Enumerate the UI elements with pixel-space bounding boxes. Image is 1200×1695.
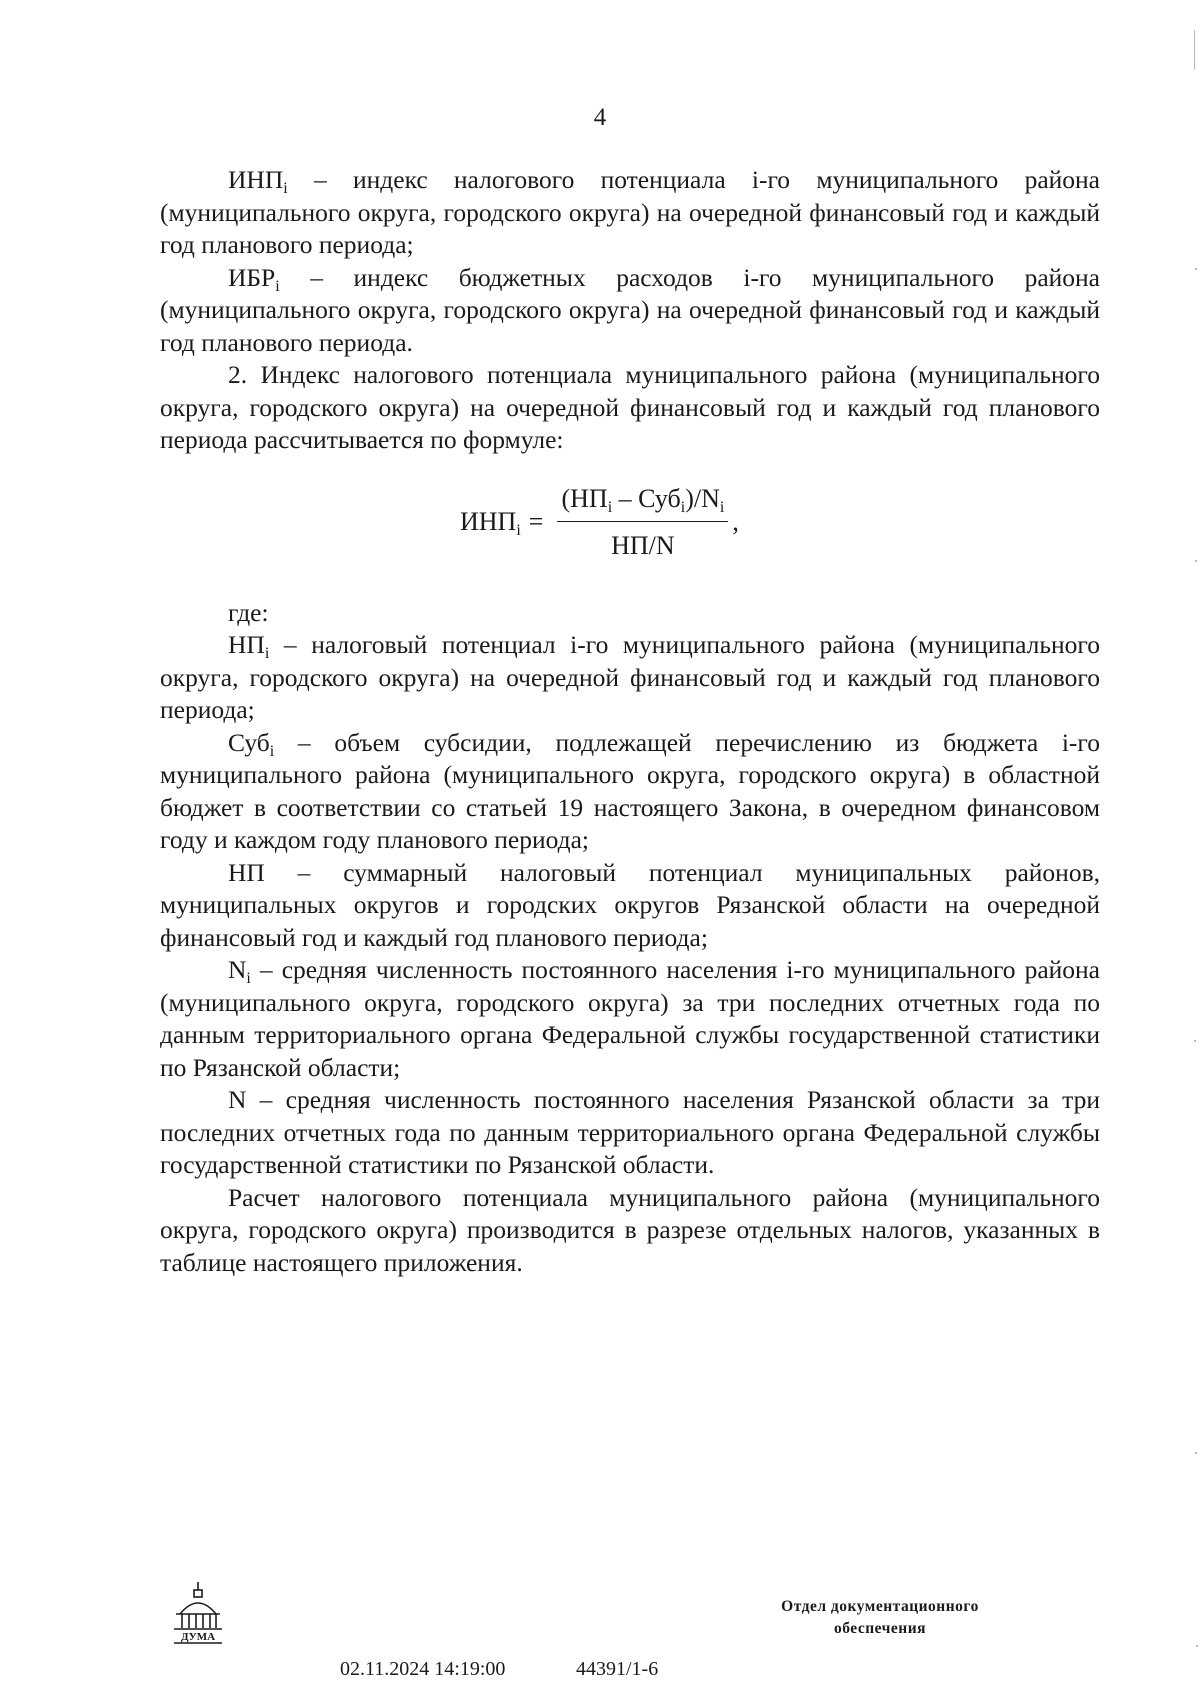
formula-numerator: $(НП_i - Суб_i)/N_i$ <box>557 483 728 523</box>
formula-denominator: НП/N <box>611 531 675 560</box>
definition-n: N – средняя численность постоянного населения Рязанской области за три последних отчетных года по данным территориального органа Федеральной службы государственной статистики по Рязанской области. <box>160 1085 1100 1179</box>
footer-document-number: 44391/1-6 <box>576 1658 659 1680</box>
paragraph-formula-intro: 2. Индекс налогового потенциала муниципального района (муниципального округа, городского округа) на очередной финансовый год и каждый год планового периода рассчитывается по формуле: <box>160 360 1100 454</box>
formula-lhs: $ИНП_i$ <box>460 507 521 540</box>
formula-inp <box>160 473 1100 583</box>
where-label: где: <box>228 597 269 627</box>
definition-np-i: $НП_i$ – налоговый потенциал i-го муниципального района (муниципального округа, городского округа) на очередной финансовый год и каждый год планового периода; <box>160 630 1100 724</box>
page-number: 4 <box>593 104 607 131</box>
svg-text:ДУМА: ДУМА <box>180 1631 216 1643</box>
footer-datetime: 02.11.2024 14:19:00 <box>340 1658 506 1680</box>
footer-department: Отдел документационного обеспечения <box>781 1598 979 1637</box>
definition-np-total: НП – суммарный налоговый потенциал муниципальных районов, муниципальных округов и городских округов Рязанской области на очередной финансовый год и каждый год планового периода; <box>160 857 1100 952</box>
paragraph-ibr-definition <box>160 262 1100 360</box>
symbol-ibr: ИБР <box>228 262 276 292</box>
duma-logo-icon <box>172 1580 224 1646</box>
definition-sub-i: Суб$_i$ – объем субсидии, подлежащей перечислению из бюджета i-го муниципального района (муниципального округа, городского округа) в областной бюджет в соответствии со статьей 19 настоящего Закона, в очередном финансовом году и каждом году планового периода; <box>160 727 1100 854</box>
subscript: i <box>275 277 280 295</box>
scan-margin-dots <box>1180 0 1200 1695</box>
paragraph-tax-calculation: Расчет налогового потенциала муниципального района (муниципального округа, городского округа) производится в разрезе отдельных налогов, указанных в таблице настоящего приложения. <box>160 1182 1100 1277</box>
formula-equals: = <box>528 507 544 537</box>
paragraph-text: – индекс бюджетных расходов i-го муниципального района (муниципального округа, городского округа) на очередной финансовый год и каждый год планового периода. <box>160 262 1100 357</box>
paragraph-text: – индекс налогового потенциала i-го муниципального района (муниципального округа, городского округа) на очередной финансовый год и каждый год планового периода; <box>160 165 1100 259</box>
formula-trailing-comma: , <box>732 507 739 537</box>
subscript: i <box>283 180 288 197</box>
document-footer <box>0 1580 1200 1680</box>
symbol-inp: ИНП <box>228 165 284 194</box>
definition-n-i: $N_i$ – средняя численность постоянного населения i-го муниципального района (муниципального округа, городского округа) за три последних отчетных года по данным территориального органа Федеральной службы государственной статистики по Рязанской области; <box>160 955 1100 1082</box>
formula-fraction <box>557 483 728 563</box>
paragraph-inp-definition <box>160 164 1100 262</box>
document-body <box>160 164 1100 1279</box>
